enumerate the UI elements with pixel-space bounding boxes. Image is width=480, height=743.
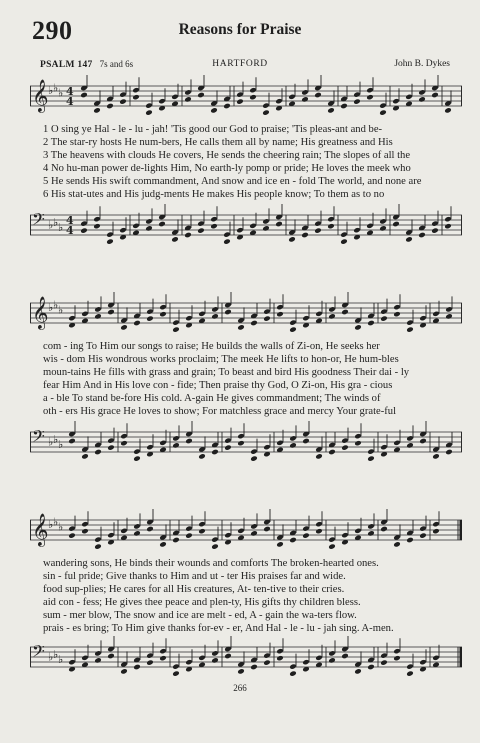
bass-staff-1 [30, 203, 462, 251]
flat-icon: ♭ [53, 648, 59, 661]
notehead [301, 96, 309, 102]
notehead [250, 664, 258, 670]
lyric-line: 3 The heavens with clouds He covers, He sends the cheering rain; The slopes of all the [43, 150, 411, 161]
notehead [367, 664, 375, 670]
flat-icon: ♭ [48, 518, 54, 531]
notehead [340, 238, 348, 244]
flat-icon: ♭ [53, 298, 59, 312]
notehead [328, 313, 336, 319]
notehead [276, 541, 284, 547]
notehead [341, 309, 349, 315]
notehead [106, 103, 114, 109]
notehead [223, 103, 231, 109]
notehead [171, 236, 179, 242]
notehead [211, 543, 219, 549]
notehead [314, 92, 322, 98]
notehead [263, 659, 271, 665]
time-signature-digit: 4 [66, 85, 74, 98]
notehead [250, 320, 258, 326]
notehead [327, 107, 335, 113]
notehead [159, 311, 167, 317]
notehead [432, 528, 440, 534]
notehead [406, 326, 414, 332]
notehead [158, 221, 166, 227]
notehead [301, 232, 309, 238]
bass-staff-3 [30, 635, 462, 683]
page-number: 266 [233, 683, 247, 693]
notehead [353, 98, 361, 104]
notehead [237, 324, 245, 330]
notehead [68, 532, 76, 538]
notehead [184, 96, 192, 102]
flat-icon: ♭ [58, 653, 64, 666]
notehead [146, 659, 154, 665]
notehead [367, 455, 375, 461]
flat-icon: ♭ [53, 515, 59, 529]
notehead [133, 455, 141, 461]
flat-icon: ♭ [53, 433, 59, 446]
notehead [288, 236, 296, 242]
flat-icon: ♭ [48, 84, 54, 97]
notehead [276, 311, 284, 317]
notehead [419, 438, 427, 444]
notehead [94, 657, 102, 663]
notehead [393, 311, 401, 317]
final-barline [460, 647, 463, 667]
notehead [315, 453, 323, 459]
notehead [197, 92, 205, 98]
flat-icon: ♭ [58, 86, 64, 100]
notehead [431, 92, 439, 98]
lyric-line: 4 No hu-man power de-lights Him, No earth-ly pomp or pride; He loves the meek who [43, 163, 411, 174]
treble-clef-icon: 𝄞 [32, 79, 49, 112]
notehead [120, 324, 128, 330]
notehead [159, 541, 167, 547]
notehead [315, 528, 323, 534]
notehead [419, 532, 427, 538]
notehead [432, 453, 440, 459]
bass-clef-icon: 𝄢 [32, 209, 45, 233]
notehead [81, 453, 89, 459]
notehead [159, 655, 167, 661]
notehead [341, 444, 349, 450]
notehead [418, 232, 426, 238]
notehead [133, 530, 141, 536]
notehead [354, 440, 362, 446]
lyric-line: 1 O sing ye Hal - le - lu - jah! 'Tis good our God to praise; 'Tis pleas-ant and be- [43, 124, 383, 135]
lyric-line: com - ing To Him our songs to raise; He builds the walls of Zi-on, He seeks her [43, 341, 380, 352]
lyric-line: 2 The star-ry hosts He num-bers, He calls them all by name; His greatness and His [43, 137, 393, 148]
bass-staff-2 [30, 420, 462, 468]
notehead [133, 320, 141, 326]
bass-clef-icon: 𝄢 [32, 641, 45, 665]
notehead [380, 526, 388, 532]
notehead [198, 528, 206, 534]
notehead [107, 309, 115, 315]
notehead [211, 449, 219, 455]
notehead [314, 227, 322, 233]
lyric-line: sum - mer blow, The snow and ice are melt - ed, A - gain the wa-ters flow. [43, 610, 357, 621]
notehead [237, 668, 245, 674]
flat-icon: ♭ [48, 301, 54, 314]
notehead [406, 670, 414, 676]
lyric-line: 5 He sends His swift commandment, And snow and ice en - fold The world, and none are [43, 176, 422, 187]
notehead [211, 313, 219, 319]
notehead [367, 320, 375, 326]
notehead [302, 532, 310, 538]
treble-staff-2 [30, 291, 462, 339]
notehead [392, 221, 400, 227]
notehead [367, 530, 375, 536]
notehead [197, 227, 205, 233]
notehead [393, 655, 401, 661]
lyric-line: oth - ers His grace He loves to show; For matchless grace and mercy Your grate-ful [43, 406, 397, 417]
notehead [328, 449, 336, 455]
notehead [379, 109, 387, 115]
notehead [275, 221, 283, 227]
flat-icon: ♭ [48, 435, 54, 449]
notehead [80, 227, 88, 233]
notehead [406, 537, 414, 543]
tune-name: HARTFORD [212, 59, 268, 69]
notehead [354, 324, 362, 330]
time-signature-digit: 4 [66, 95, 74, 108]
notehead [289, 537, 297, 543]
hymn-title: Reasons for Praise [178, 21, 302, 38]
notehead [107, 653, 115, 659]
treble-clef-icon: 𝄞 [32, 513, 49, 546]
notehead [340, 103, 348, 109]
notehead [94, 313, 102, 319]
meter-label: 7s and 6s [99, 59, 134, 69]
final-barline [460, 520, 463, 540]
notehead [263, 526, 271, 532]
notehead [210, 223, 218, 229]
notehead [418, 96, 426, 102]
notehead [172, 442, 180, 448]
notehead [94, 543, 102, 549]
notehead [132, 94, 140, 100]
notehead [405, 236, 413, 242]
lyric-line: moun-tains He fills with grass and grain; To beast and bird His goodness Their dai - ly [43, 367, 410, 378]
lyric-line: sin - ful pride; Give thanks to Him and ut - ter His praises far and wide. [43, 571, 346, 582]
notehead [184, 232, 192, 238]
notehead [224, 653, 232, 659]
notehead [93, 223, 101, 229]
hymn-number: 290 [32, 16, 73, 45]
notehead [237, 440, 245, 446]
lyric-line: aid con - fess; He gives thee peace and plen-ty, His gifts thy children bless. [43, 597, 361, 608]
notehead [341, 653, 349, 659]
notehead [289, 326, 297, 332]
notehead [185, 438, 193, 444]
notehead [431, 227, 439, 233]
staff-lines [30, 291, 462, 339]
notehead [146, 315, 154, 321]
lyric-line: wis - dom His wondrous works proclaim; The meek He lifts to hon-or, He hum-bles [43, 354, 399, 365]
notehead [68, 438, 76, 444]
time-signature-digit: 4 [66, 214, 74, 227]
notehead [328, 657, 336, 663]
notehead [198, 453, 206, 459]
notehead [366, 94, 374, 100]
notehead [380, 659, 388, 665]
treble-staff-3 [30, 508, 462, 556]
notehead [249, 94, 257, 100]
flat-icon: ♭ [58, 221, 64, 234]
notehead [354, 668, 362, 674]
notehead [250, 530, 258, 536]
lyric-line: food sup-plies; He cares for all His creatures, At- ten-tive to their cries. [43, 584, 345, 595]
notehead [445, 449, 453, 455]
flat-icon: ♭ [53, 216, 59, 229]
notehead [289, 442, 297, 448]
notehead [262, 109, 270, 115]
notehead [380, 315, 388, 321]
notehead [210, 107, 218, 113]
lyric-line: prais - es bring; To Him give thanks for-ev - er, And Hal - le - lu - jah sing. A-men. [43, 623, 394, 634]
notehead [120, 668, 128, 674]
flat-icon: ♭ [58, 438, 64, 451]
notehead [94, 449, 102, 455]
lyric-line: fear Him And in His love con - fide; Then praise thy God, O Zi-on, His gra - cious [43, 380, 393, 391]
notehead [185, 532, 193, 538]
notehead [262, 225, 270, 231]
notehead [223, 238, 231, 244]
notehead [107, 444, 115, 450]
notehead [145, 109, 153, 115]
flat-icon: ♭ [58, 303, 64, 317]
notehead [393, 541, 401, 547]
lyric-line: a - ble To stand be-fore His cold. A-gain He gives commandment; The winds of [43, 393, 381, 404]
notehead [93, 107, 101, 113]
composer-name: John B. Dykes [394, 59, 450, 69]
notehead [406, 442, 414, 448]
lyric-line: wandering sons, He binds their wounds and comforts The broken-hearted ones. [43, 558, 379, 569]
notehead [80, 92, 88, 98]
notehead [444, 107, 452, 113]
time-signature-digit: 4 [66, 224, 74, 237]
lyric-line: 6 His stat-utes and His judg-ments He makes His people know; To them as to no [43, 189, 385, 200]
staff-lines [30, 420, 462, 468]
notehead [250, 455, 258, 461]
notehead [444, 223, 452, 229]
notehead [106, 238, 114, 244]
flat-icon: ♭ [58, 520, 64, 534]
notehead [120, 440, 128, 446]
notehead [276, 655, 284, 661]
notehead [172, 670, 180, 676]
notehead [327, 223, 335, 229]
notehead [146, 526, 154, 532]
notehead [379, 225, 387, 231]
staff-lines [30, 635, 462, 683]
notehead [172, 537, 180, 543]
flat-icon: ♭ [48, 218, 54, 232]
flat-icon: ♭ [48, 650, 54, 664]
notehead [302, 438, 310, 444]
notehead [328, 543, 336, 549]
psalm-label: PSALM 147 [40, 60, 93, 70]
staff-lines [30, 508, 462, 556]
notehead [236, 98, 244, 104]
staff-lines [30, 203, 462, 251]
flat-icon: ♭ [53, 81, 59, 95]
notehead [224, 444, 232, 450]
staff-lines [30, 74, 462, 122]
notehead [133, 664, 141, 670]
notehead [119, 98, 127, 104]
treble-staff-1 [30, 74, 462, 122]
notehead [445, 313, 453, 319]
notehead [145, 225, 153, 231]
notehead [211, 657, 219, 663]
treble-clef-icon: 𝄞 [32, 296, 49, 329]
notehead [172, 326, 180, 332]
notehead [224, 309, 232, 315]
notehead [263, 315, 271, 321]
notehead [289, 670, 297, 676]
notehead [81, 528, 89, 534]
bass-clef-icon: 𝄢 [32, 426, 45, 450]
